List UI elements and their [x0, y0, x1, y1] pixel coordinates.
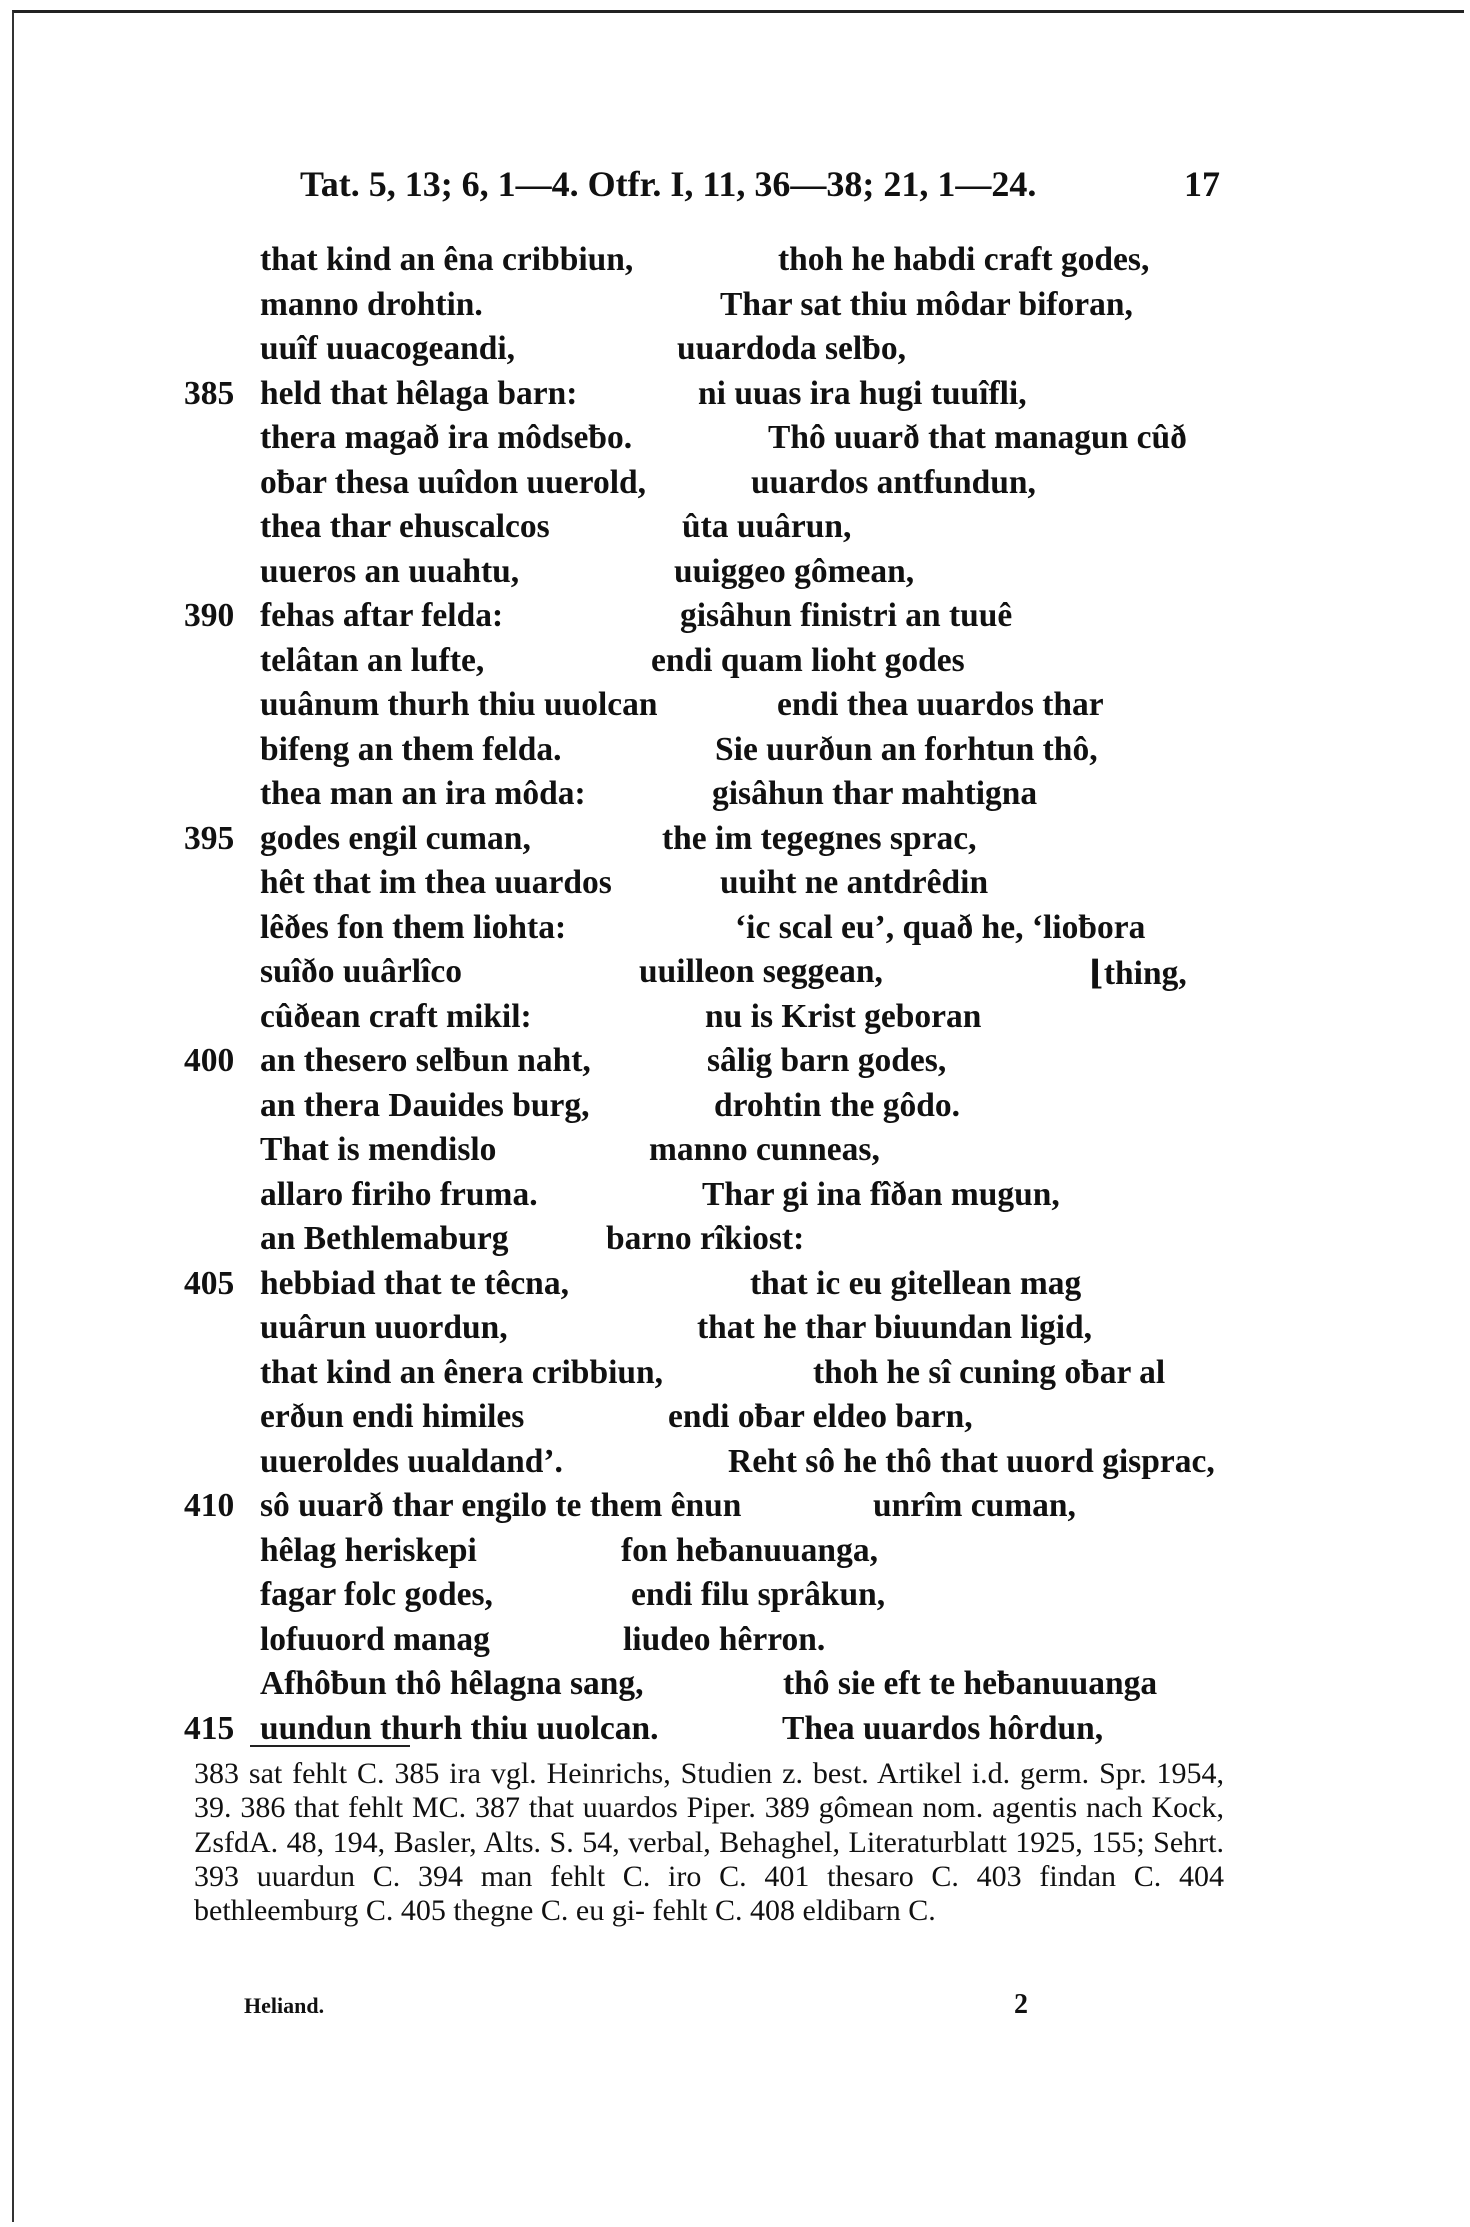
verse-line	[14, 286, 1464, 331]
verse-line	[14, 1309, 1464, 1354]
second-half-line: endi oƀar eldeo barn,	[668, 1398, 973, 1435]
second-half-line: thô sie eft te heƀanuuanga	[783, 1665, 1158, 1702]
line-number: 405	[184, 1264, 235, 1302]
second-half-line: manno cunneas,	[649, 1131, 880, 1168]
second-half-line: endi filu sprâkun,	[631, 1576, 886, 1613]
first-half-line: oƀar thesa uuîdon uuerold,	[260, 463, 647, 501]
first-half-line: thera magað ira môdseƀo.	[260, 419, 633, 456]
second-half-line: Thar sat thiu môdar biforan,	[720, 285, 1133, 323]
running-header	[300, 163, 1220, 223]
first-half-line: allaro firiho fruma.	[260, 1175, 538, 1213]
first-half-line: uuîf uuacogeandi,	[260, 330, 516, 367]
verse-line	[14, 1398, 1464, 1443]
verse-line	[14, 1131, 1464, 1176]
first-half-line: uuârun uuordun,	[260, 1309, 508, 1346]
verse-line	[14, 1220, 1464, 1265]
line-number: 385	[184, 374, 235, 412]
second-half-line: endi thea uuardos thar	[777, 686, 1104, 723]
footnote-rule	[250, 1745, 410, 1747]
first-half-line: uueros an uuahtu,	[260, 552, 520, 590]
verse-line	[14, 1265, 1464, 1310]
footnotes: 383 sat fehlt C. 385 ira vgl. Heinrichs, Studien z. best. Artikel i.d. germ. Spr. 1954, 39. 386 that fehlt MC. 387 that uuardos Piper. 389 gômean nom. agentis nach Kock, ZsfdA. 48, 194, Basler, Alts. S. 54, verbal, Behaghel, Literaturblatt 1925, 155; Sehrt. 393 uuardun C. 394 man fehlt C. iro C. 401 thesaro C. 403 findan C. 404 bethleemburg C. 405 thegne C. eu gi- fehlt C. 408 eldibarn C.	[194, 1757, 1224, 1928]
signature-mark: 2	[1014, 1989, 1028, 2020]
first-half-line: hebbiad that te têcna,	[260, 1264, 569, 1302]
verse-line	[14, 1532, 1464, 1577]
second-half-line: thoh he sî cuning oƀar al	[813, 1353, 1166, 1391]
verse-line	[14, 508, 1464, 553]
first-half-line: lofuuord manag	[260, 1620, 490, 1658]
verse-line	[14, 1665, 1464, 1710]
verse-line	[14, 1354, 1464, 1399]
verse-line	[14, 1443, 1464, 1488]
line-number: 400	[184, 1042, 235, 1079]
first-half-line: thea man an ira môda:	[260, 775, 586, 812]
second-half-line: barno rîkiost:	[606, 1220, 805, 1257]
verse-line	[14, 864, 1464, 909]
verse-line	[14, 1042, 1464, 1087]
verse-line	[14, 731, 1464, 776]
first-half-line: fehas aftar felda:	[260, 597, 504, 634]
verse-line	[14, 1176, 1464, 1221]
first-half-line: sô uuarð thar engilo te them ênun	[260, 1487, 742, 1524]
second-half-line: ‘ic scal eu’, quað he, ‘lioƀora	[735, 908, 1146, 946]
first-half-line: godes engil cuman,	[260, 819, 531, 857]
first-half-line: bifeng an them felda.	[260, 730, 562, 768]
first-half-line: hêt that im thea uuardos	[260, 864, 612, 901]
second-half-line: nu is Krist geboran	[705, 997, 982, 1035]
second-half-line: liudeo hêrron.	[623, 1620, 826, 1658]
second-half-line: gisâhun thar mahtigna	[712, 775, 1038, 812]
line-number: 415	[184, 1709, 235, 1747]
first-half-line: held that hêlaga barn:	[260, 374, 578, 412]
verse-line	[14, 597, 1464, 642]
second-half-line: uuardos antfundun,	[751, 463, 1036, 501]
second-half-line: fon heƀanuuanga,	[621, 1531, 878, 1569]
verse-line	[14, 686, 1464, 731]
second-half-line: ûta uuârun,	[682, 508, 852, 545]
second-half-line: unrîm cuman,	[873, 1487, 1076, 1524]
first-half-line: uundun thurh thiu uuolcan.	[260, 1709, 659, 1747]
verse-line	[14, 642, 1464, 687]
verse-line	[14, 1487, 1464, 1532]
verse-line	[14, 1576, 1464, 1621]
second-half-line: that he thar biuundan ligid,	[697, 1309, 1093, 1346]
first-half-line: suîðo uuârlîco	[260, 953, 462, 990]
first-half-line: fagar folc godes,	[260, 1576, 493, 1613]
second-half-line: the im tegegnes sprac,	[662, 819, 977, 857]
second-half-line: Reht sô he thô that uuord gisprac,	[728, 1442, 1215, 1480]
first-half-line: thea thar ehuscalcos	[260, 508, 550, 545]
book-page	[12, 10, 1464, 2222]
first-half-line: telâtan an lufte,	[260, 641, 485, 679]
overflow-word: ⌊thing,	[1088, 955, 1187, 992]
second-half-line: Sie uurðun an forhtun thô,	[715, 730, 1098, 768]
second-half-line: Thô uuarð that managun cûð	[768, 419, 1187, 456]
first-half-line: manno drohtin.	[260, 285, 483, 323]
book-title: Heliand.	[244, 1993, 325, 2018]
first-half-line: That is mendislo	[260, 1131, 497, 1168]
second-half-line: uuiggeo gômean,	[674, 552, 915, 590]
first-half-line: that kind an êna cribbiun,	[260, 241, 634, 278]
second-half-line: uuilleon seggean,	[639, 953, 883, 990]
verse-line	[14, 953, 1464, 998]
verse-line	[14, 419, 1464, 464]
first-half-line: hêlag heriskepi	[260, 1531, 477, 1569]
second-half-line: Thea uuardos hôrdun,	[782, 1709, 1104, 1747]
first-half-line: erðun endi himiles	[260, 1398, 525, 1435]
first-half-line: that kind an ênera cribbiun,	[260, 1353, 664, 1391]
verse-line	[14, 1087, 1464, 1132]
first-half-line: an Bethlemaburg	[260, 1220, 509, 1257]
verse-line	[14, 464, 1464, 509]
verse-line	[14, 1621, 1464, 1666]
second-half-line: thoh he habdi craft godes,	[778, 241, 1150, 278]
verse-line	[14, 375, 1464, 420]
verse-line	[14, 820, 1464, 865]
second-half-line: uuiht ne antdrêdin	[720, 864, 989, 901]
verse-text	[14, 241, 1464, 1754]
first-half-line: cûðean craft mikil:	[260, 997, 532, 1035]
second-half-line: drohtin the gôdo.	[714, 1086, 961, 1124]
verse-line	[14, 1710, 1464, 1755]
verse-line	[14, 241, 1464, 286]
line-number: 395	[184, 819, 235, 857]
first-half-line: lêðes fon them liohta:	[260, 908, 567, 946]
first-half-line: uuânum thurh thiu uuolcan	[260, 686, 658, 723]
first-half-line: an thera Dauides burg,	[260, 1086, 590, 1124]
verse-line	[14, 998, 1464, 1043]
running-title: Tat. 5, 13; 6, 1—4. Otfr. I, 11, 36—38; 21, 1—24.	[300, 164, 1037, 204]
verse-line	[14, 330, 1464, 375]
verse-line	[14, 909, 1464, 954]
verse-line	[14, 553, 1464, 598]
page-footer	[244, 1989, 1044, 2033]
line-number: 410	[184, 1487, 235, 1524]
second-half-line: ni uuas ira hugi tuuîfli,	[698, 374, 1027, 412]
page-number: 17	[1184, 164, 1220, 204]
second-half-line: gisâhun finistri an tuuê	[680, 597, 1013, 634]
verse-line	[14, 775, 1464, 820]
second-half-line: Thar gi ina fîðan mugun,	[702, 1175, 1060, 1213]
second-half-line: endi quam lioht godes	[651, 641, 965, 679]
first-half-line: uueroldes uualdand’.	[260, 1442, 563, 1480]
first-half-line: an thesero selƀun naht,	[260, 1042, 591, 1079]
first-half-line: Afhôƀun thô hêlagna sang,	[260, 1665, 644, 1702]
second-half-line: uuardoda selƀo,	[677, 330, 906, 367]
second-half-line: sâlig barn godes,	[707, 1042, 947, 1079]
second-half-line: that ic eu gitellean mag	[750, 1264, 1082, 1302]
line-number: 390	[184, 597, 235, 634]
